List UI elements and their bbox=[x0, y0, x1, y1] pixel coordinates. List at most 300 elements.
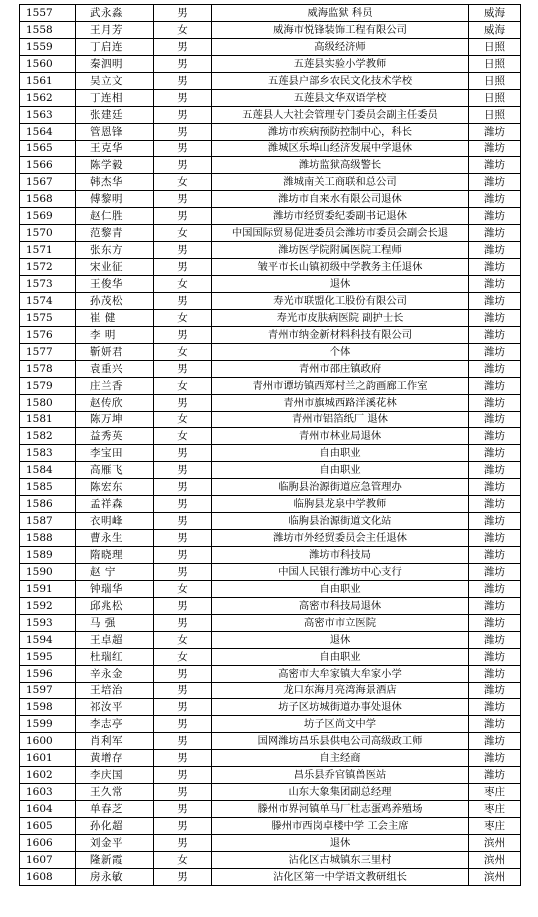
gender-cell: 女 bbox=[154, 21, 212, 38]
member-name-cell: 赵仁胜 bbox=[76, 208, 154, 225]
organization-cell: 临朐县龙泉中学教师 bbox=[212, 496, 469, 513]
member-name-cell: 张建廷 bbox=[76, 106, 154, 123]
member-name-cell: 衣明峰 bbox=[76, 513, 154, 530]
gender-cell: 男 bbox=[154, 123, 212, 140]
member-name-cell: 辛永金 bbox=[76, 665, 154, 682]
serial-number-cell: 1573 bbox=[20, 276, 76, 293]
serial-number-cell: 1580 bbox=[20, 394, 76, 411]
city-cell: 滨州 bbox=[469, 851, 521, 868]
gender-cell: 女 bbox=[154, 428, 212, 445]
table-row bbox=[20, 496, 521, 513]
gender-cell: 男 bbox=[154, 868, 212, 885]
serial-number-cell: 1593 bbox=[20, 614, 76, 631]
member-name-cell: 肖利军 bbox=[76, 733, 154, 750]
city-cell: 潍坊 bbox=[469, 682, 521, 699]
member-name-cell: 张东方 bbox=[76, 242, 154, 259]
organization-cell: 威海监狱 科员 bbox=[212, 5, 469, 22]
member-name-cell: 单春芝 bbox=[76, 801, 154, 818]
serial-number-cell: 1582 bbox=[20, 428, 76, 445]
organization-cell: 坊子区尚文中学 bbox=[212, 716, 469, 733]
serial-number-cell: 1597 bbox=[20, 682, 76, 699]
table-row bbox=[20, 445, 521, 462]
city-cell: 潍坊 bbox=[469, 699, 521, 716]
table-row bbox=[20, 597, 521, 614]
member-name-cell: 高雁飞 bbox=[76, 462, 154, 479]
city-cell: 潍坊 bbox=[469, 411, 521, 428]
gender-cell: 女 bbox=[154, 276, 212, 293]
organization-cell: 龙口东海月亮湾海景酒店 bbox=[212, 682, 469, 699]
organization-cell: 五莲县文华双语学校 bbox=[212, 89, 469, 106]
member-name-cell: 李宝田 bbox=[76, 445, 154, 462]
serial-number-cell: 1585 bbox=[20, 479, 76, 496]
serial-number-cell: 1575 bbox=[20, 309, 76, 326]
serial-number-cell: 1565 bbox=[20, 140, 76, 157]
city-cell: 潍坊 bbox=[469, 547, 521, 564]
table-row bbox=[20, 801, 521, 818]
member-name-cell: 李 明 bbox=[76, 326, 154, 343]
organization-cell: 沾化区第一中学语文教研组长 bbox=[212, 868, 469, 885]
gender-cell: 男 bbox=[154, 716, 212, 733]
organization-cell: 潍坊医学院附属医院工程师 bbox=[212, 242, 469, 259]
gender-cell: 男 bbox=[154, 547, 212, 564]
member-name-cell: 庄兰香 bbox=[76, 377, 154, 394]
serial-number-cell: 1557 bbox=[20, 5, 76, 22]
city-cell: 日照 bbox=[469, 89, 521, 106]
serial-number-cell: 1598 bbox=[20, 699, 76, 716]
member-name-cell: 武永淼 bbox=[76, 5, 154, 22]
organization-cell: 潍城区乐埠山经济发展中学退休 bbox=[212, 140, 469, 157]
table-row bbox=[20, 818, 521, 835]
organization-cell: 寿光市皮肤病医院 副护士长 bbox=[212, 309, 469, 326]
gender-cell: 女 bbox=[154, 377, 212, 394]
table-row bbox=[20, 665, 521, 682]
organization-cell: 高密市市立医院 bbox=[212, 614, 469, 631]
city-cell: 潍坊 bbox=[469, 496, 521, 513]
city-cell: 潍坊 bbox=[469, 445, 521, 462]
organization-cell: 退休 bbox=[212, 276, 469, 293]
gender-cell: 男 bbox=[154, 513, 212, 530]
table-row bbox=[20, 784, 521, 801]
serial-number-cell: 1560 bbox=[20, 55, 76, 72]
gender-cell: 男 bbox=[154, 72, 212, 89]
serial-number-cell: 1587 bbox=[20, 513, 76, 530]
member-name-cell: 吴立文 bbox=[76, 72, 154, 89]
serial-number-cell: 1569 bbox=[20, 208, 76, 225]
city-cell: 潍坊 bbox=[469, 733, 521, 750]
table-row bbox=[20, 428, 521, 445]
table-row bbox=[20, 21, 521, 38]
city-cell: 潍坊 bbox=[469, 174, 521, 191]
organization-cell: 临朐县治源街道文化站 bbox=[212, 513, 469, 530]
serial-number-cell: 1558 bbox=[20, 21, 76, 38]
member-name-cell: 钟瑞华 bbox=[76, 580, 154, 597]
city-cell: 潍坊 bbox=[469, 631, 521, 648]
organization-cell: 青州市谭坊镇西郑村兰之韵画廊工作室 bbox=[212, 377, 469, 394]
gender-cell: 男 bbox=[154, 157, 212, 174]
table-row bbox=[20, 360, 521, 377]
organization-cell: 皱平市长山镇初级中学教务主任退休 bbox=[212, 259, 469, 276]
member-name-cell: 陈学毅 bbox=[76, 157, 154, 174]
organization-cell: 中国国际贸易促进委员会潍坊市委员会副会长退 bbox=[212, 225, 469, 242]
gender-cell: 男 bbox=[154, 326, 212, 343]
gender-cell: 男 bbox=[154, 191, 212, 208]
city-cell: 潍坊 bbox=[469, 479, 521, 496]
member-name-cell: 管恩锋 bbox=[76, 123, 154, 140]
city-cell: 潍坊 bbox=[469, 665, 521, 682]
member-name-cell: 王卓超 bbox=[76, 631, 154, 648]
organization-cell: 昌乐县乔官镇兽医站 bbox=[212, 767, 469, 784]
organization-cell: 国网潍坊昌乐县供电公司高级政工师 bbox=[212, 733, 469, 750]
city-cell: 日照 bbox=[469, 55, 521, 72]
gender-cell: 女 bbox=[154, 309, 212, 326]
gender-cell: 女 bbox=[154, 343, 212, 360]
member-name-cell: 孙茂松 bbox=[76, 292, 154, 309]
city-cell: 潍坊 bbox=[469, 140, 521, 157]
serial-number-cell: 1571 bbox=[20, 242, 76, 259]
gender-cell: 男 bbox=[154, 784, 212, 801]
table-row bbox=[20, 123, 521, 140]
gender-cell: 男 bbox=[154, 496, 212, 513]
table-row bbox=[20, 343, 521, 360]
organization-cell: 滕州市界河镇单马厂杜志蛋鸡养殖场 bbox=[212, 801, 469, 818]
organization-cell: 五莲县户部乡农民文化技术学校 bbox=[212, 72, 469, 89]
city-cell: 潍坊 bbox=[469, 157, 521, 174]
table-row bbox=[20, 750, 521, 767]
table-row bbox=[20, 580, 521, 597]
member-name-cell: 隆新霞 bbox=[76, 851, 154, 868]
table-row bbox=[20, 377, 521, 394]
table-row bbox=[20, 411, 521, 428]
city-cell: 潍坊 bbox=[469, 191, 521, 208]
city-cell: 潍坊 bbox=[469, 343, 521, 360]
city-cell: 潍坊 bbox=[469, 394, 521, 411]
serial-number-cell: 1583 bbox=[20, 445, 76, 462]
city-cell: 潍坊 bbox=[469, 377, 521, 394]
city-cell: 潍坊 bbox=[469, 208, 521, 225]
city-cell: 潍坊 bbox=[469, 428, 521, 445]
gender-cell: 男 bbox=[154, 55, 212, 72]
gender-cell: 女 bbox=[154, 411, 212, 428]
member-name-cell: 邱兆松 bbox=[76, 597, 154, 614]
table-row bbox=[20, 157, 521, 174]
table-row bbox=[20, 547, 521, 564]
city-cell: 潍坊 bbox=[469, 292, 521, 309]
table-row bbox=[20, 140, 521, 157]
gender-cell: 女 bbox=[154, 580, 212, 597]
serial-number-cell: 1588 bbox=[20, 530, 76, 547]
city-cell: 潍坊 bbox=[469, 614, 521, 631]
gender-cell: 女 bbox=[154, 225, 212, 242]
city-cell: 潍坊 bbox=[469, 276, 521, 293]
member-name-cell: 王久常 bbox=[76, 784, 154, 801]
table-row bbox=[20, 89, 521, 106]
member-name-cell: 房永敏 bbox=[76, 868, 154, 885]
gender-cell: 男 bbox=[154, 5, 212, 22]
city-cell: 潍坊 bbox=[469, 225, 521, 242]
organization-cell: 潍坊市经贸委纪委副书记退休 bbox=[212, 208, 469, 225]
city-cell: 滨州 bbox=[469, 868, 521, 885]
gender-cell: 男 bbox=[154, 699, 212, 716]
serial-number-cell: 1566 bbox=[20, 157, 76, 174]
city-cell: 枣庄 bbox=[469, 801, 521, 818]
member-name-cell: 王培治 bbox=[76, 682, 154, 699]
organization-cell: 潍坊市疾病预防控制中心，科长 bbox=[212, 123, 469, 140]
member-name-cell: 刘金平 bbox=[76, 834, 154, 851]
gender-cell: 男 bbox=[154, 563, 212, 580]
serial-number-cell: 1561 bbox=[20, 72, 76, 89]
member-name-cell: 李庆国 bbox=[76, 767, 154, 784]
gender-cell: 女 bbox=[154, 174, 212, 191]
organization-cell: 退休 bbox=[212, 834, 469, 851]
serial-number-cell: 1600 bbox=[20, 733, 76, 750]
city-cell: 潍坊 bbox=[469, 750, 521, 767]
gender-cell: 男 bbox=[154, 106, 212, 123]
serial-number-cell: 1567 bbox=[20, 174, 76, 191]
serial-number-cell: 1599 bbox=[20, 716, 76, 733]
member-name-cell: 隋晓理 bbox=[76, 547, 154, 564]
organization-cell: 潍坊市自来水有限公司退休 bbox=[212, 191, 469, 208]
organization-cell: 潍坊市外经贸委员会主任退休 bbox=[212, 530, 469, 547]
table-row bbox=[20, 55, 521, 72]
organization-cell: 临朐县治源街道应急管理办 bbox=[212, 479, 469, 496]
city-cell: 潍坊 bbox=[469, 563, 521, 580]
city-cell: 潍坊 bbox=[469, 360, 521, 377]
gender-cell: 男 bbox=[154, 614, 212, 631]
table-row bbox=[20, 225, 521, 242]
table-row bbox=[20, 5, 521, 22]
city-cell: 潍坊 bbox=[469, 648, 521, 665]
table-row bbox=[20, 631, 521, 648]
serial-number-cell: 1594 bbox=[20, 631, 76, 648]
table-row bbox=[20, 716, 521, 733]
table-row bbox=[20, 259, 521, 276]
city-cell: 潍坊 bbox=[469, 513, 521, 530]
table-row bbox=[20, 648, 521, 665]
organization-cell: 坊子区坊城街道办事处退休 bbox=[212, 699, 469, 716]
table-row bbox=[20, 326, 521, 343]
table-row bbox=[20, 191, 521, 208]
city-cell: 日照 bbox=[469, 38, 521, 55]
serial-number-cell: 1602 bbox=[20, 767, 76, 784]
gender-cell: 男 bbox=[154, 140, 212, 157]
gender-cell: 男 bbox=[154, 38, 212, 55]
organization-cell: 中国人民银行潍坊中心支行 bbox=[212, 563, 469, 580]
city-cell: 潍坊 bbox=[469, 580, 521, 597]
member-name-cell: 范黎青 bbox=[76, 225, 154, 242]
gender-cell: 男 bbox=[154, 818, 212, 835]
serial-number-cell: 1578 bbox=[20, 360, 76, 377]
city-cell: 日照 bbox=[469, 106, 521, 123]
table-row bbox=[20, 106, 521, 123]
table-row bbox=[20, 682, 521, 699]
gender-cell: 男 bbox=[154, 597, 212, 614]
table-row bbox=[20, 276, 521, 293]
organization-cell: 高密市大牟家镇大牟家小学 bbox=[212, 665, 469, 682]
member-name-cell: 孙化超 bbox=[76, 818, 154, 835]
organization-cell: 山东大象集团副总经理 bbox=[212, 784, 469, 801]
member-name-cell: 赵传欣 bbox=[76, 394, 154, 411]
organization-cell: 个体 bbox=[212, 343, 469, 360]
table-row bbox=[20, 394, 521, 411]
table-row bbox=[20, 174, 521, 191]
member-name-cell: 秦泗明 bbox=[76, 55, 154, 72]
table-row bbox=[20, 462, 521, 479]
organization-cell: 自由职业 bbox=[212, 580, 469, 597]
serial-number-cell: 1603 bbox=[20, 784, 76, 801]
city-cell: 威海 bbox=[469, 5, 521, 22]
member-name-cell: 陈宏东 bbox=[76, 479, 154, 496]
city-cell: 潍坊 bbox=[469, 462, 521, 479]
gender-cell: 男 bbox=[154, 394, 212, 411]
serial-number-cell: 1570 bbox=[20, 225, 76, 242]
organization-cell: 潍坊监狱高级警长 bbox=[212, 157, 469, 174]
serial-number-cell: 1591 bbox=[20, 580, 76, 597]
roster-body bbox=[20, 5, 521, 886]
serial-number-cell: 1596 bbox=[20, 665, 76, 682]
organization-cell: 滕州市西岗卓楼中学 工会主席 bbox=[212, 818, 469, 835]
member-name-cell: 袁重兴 bbox=[76, 360, 154, 377]
table-row bbox=[20, 563, 521, 580]
member-name-cell: 陈万坤 bbox=[76, 411, 154, 428]
gender-cell: 女 bbox=[154, 631, 212, 648]
serial-number-cell: 1604 bbox=[20, 801, 76, 818]
serial-number-cell: 1564 bbox=[20, 123, 76, 140]
city-cell: 威海 bbox=[469, 21, 521, 38]
gender-cell: 男 bbox=[154, 360, 212, 377]
member-name-cell: 靳妍君 bbox=[76, 343, 154, 360]
gender-cell: 男 bbox=[154, 89, 212, 106]
serial-number-cell: 1572 bbox=[20, 259, 76, 276]
organization-cell: 高级经济师 bbox=[212, 38, 469, 55]
organization-cell: 沾化区古城镇东三里村 bbox=[212, 851, 469, 868]
gender-cell: 男 bbox=[154, 292, 212, 309]
member-name-cell: 傅黎明 bbox=[76, 191, 154, 208]
table-row bbox=[20, 614, 521, 631]
organization-cell: 自由职业 bbox=[212, 648, 469, 665]
serial-number-cell: 1589 bbox=[20, 547, 76, 564]
city-cell: 潍坊 bbox=[469, 716, 521, 733]
member-name-cell: 益秀英 bbox=[76, 428, 154, 445]
gender-cell: 女 bbox=[154, 851, 212, 868]
serial-number-cell: 1576 bbox=[20, 326, 76, 343]
organization-cell: 青州市铝箔纸厂 退休 bbox=[212, 411, 469, 428]
city-cell: 潍坊 bbox=[469, 259, 521, 276]
city-cell: 潍坊 bbox=[469, 309, 521, 326]
member-name-cell: 杜瑞红 bbox=[76, 648, 154, 665]
table-row bbox=[20, 513, 521, 530]
gender-cell: 男 bbox=[154, 479, 212, 496]
table-row bbox=[20, 733, 521, 750]
serial-number-cell: 1592 bbox=[20, 597, 76, 614]
city-cell: 滨州 bbox=[469, 834, 521, 851]
table-row bbox=[20, 242, 521, 259]
gender-cell: 男 bbox=[154, 767, 212, 784]
member-name-cell: 丁启连 bbox=[76, 38, 154, 55]
organization-cell: 高密市科技局退休 bbox=[212, 597, 469, 614]
gender-cell: 男 bbox=[154, 259, 212, 276]
member-name-cell: 孟祥森 bbox=[76, 496, 154, 513]
table-row bbox=[20, 72, 521, 89]
city-cell: 枣庄 bbox=[469, 818, 521, 835]
serial-number-cell: 1579 bbox=[20, 377, 76, 394]
organization-cell: 寿光市联盟化工股份有限公司 bbox=[212, 292, 469, 309]
member-name-cell: 宋业征 bbox=[76, 259, 154, 276]
gender-cell: 男 bbox=[154, 208, 212, 225]
gender-cell: 男 bbox=[154, 242, 212, 259]
city-cell: 潍坊 bbox=[469, 530, 521, 547]
city-cell: 日照 bbox=[469, 72, 521, 89]
table-row bbox=[20, 699, 521, 716]
organization-cell: 潍坊市科技局 bbox=[212, 547, 469, 564]
gender-cell: 男 bbox=[154, 665, 212, 682]
serial-number-cell: 1605 bbox=[20, 818, 76, 835]
organization-cell: 威海市悦锋装饰工程有限公司 bbox=[212, 21, 469, 38]
organization-cell: 青州市邵庄镇政府 bbox=[212, 360, 469, 377]
city-cell: 潍坊 bbox=[469, 597, 521, 614]
serial-number-cell: 1568 bbox=[20, 191, 76, 208]
table-row bbox=[20, 851, 521, 868]
table-row bbox=[20, 834, 521, 851]
organization-cell: 青州市纳金新材料科技有限公司 bbox=[212, 326, 469, 343]
table-row bbox=[20, 38, 521, 55]
gender-cell: 女 bbox=[154, 648, 212, 665]
organization-cell: 退休 bbox=[212, 631, 469, 648]
member-name-cell: 丁连相 bbox=[76, 89, 154, 106]
serial-number-cell: 1607 bbox=[20, 851, 76, 868]
gender-cell: 男 bbox=[154, 445, 212, 462]
serial-number-cell: 1590 bbox=[20, 563, 76, 580]
gender-cell: 男 bbox=[154, 682, 212, 699]
gender-cell: 男 bbox=[154, 462, 212, 479]
table-row bbox=[20, 292, 521, 309]
serial-number-cell: 1606 bbox=[20, 834, 76, 851]
gender-cell: 男 bbox=[154, 530, 212, 547]
table-row bbox=[20, 208, 521, 225]
member-name-cell: 马 强 bbox=[76, 614, 154, 631]
organization-cell: 五莲县实验小学教师 bbox=[212, 55, 469, 72]
serial-number-cell: 1601 bbox=[20, 750, 76, 767]
serial-number-cell: 1586 bbox=[20, 496, 76, 513]
city-cell: 枣庄 bbox=[469, 784, 521, 801]
member-name-cell: 王俊华 bbox=[76, 276, 154, 293]
member-name-cell: 李志亭 bbox=[76, 716, 154, 733]
organization-cell: 潍城南关工商联和总公司 bbox=[212, 174, 469, 191]
city-cell: 潍坊 bbox=[469, 767, 521, 784]
serial-number-cell: 1595 bbox=[20, 648, 76, 665]
member-name-cell: 曹永生 bbox=[76, 530, 154, 547]
gender-cell: 男 bbox=[154, 801, 212, 818]
organization-cell: 五莲县人大社会管理专门委员会副主任委员 bbox=[212, 106, 469, 123]
table-row bbox=[20, 530, 521, 547]
serial-number-cell: 1608 bbox=[20, 868, 76, 885]
member-name-cell: 韩杰华 bbox=[76, 174, 154, 191]
organization-cell: 自由职业 bbox=[212, 462, 469, 479]
member-name-cell: 黄增存 bbox=[76, 750, 154, 767]
serial-number-cell: 1563 bbox=[20, 106, 76, 123]
table-row bbox=[20, 479, 521, 496]
serial-number-cell: 1562 bbox=[20, 89, 76, 106]
member-name-cell: 祁汝平 bbox=[76, 699, 154, 716]
organization-cell: 自主经商 bbox=[212, 750, 469, 767]
serial-number-cell: 1559 bbox=[20, 38, 76, 55]
gender-cell: 男 bbox=[154, 750, 212, 767]
serial-number-cell: 1581 bbox=[20, 411, 76, 428]
gender-cell: 男 bbox=[154, 733, 212, 750]
table-row bbox=[20, 309, 521, 326]
serial-number-cell: 1574 bbox=[20, 292, 76, 309]
member-name-cell: 崔 健 bbox=[76, 309, 154, 326]
gender-cell: 男 bbox=[154, 834, 212, 851]
